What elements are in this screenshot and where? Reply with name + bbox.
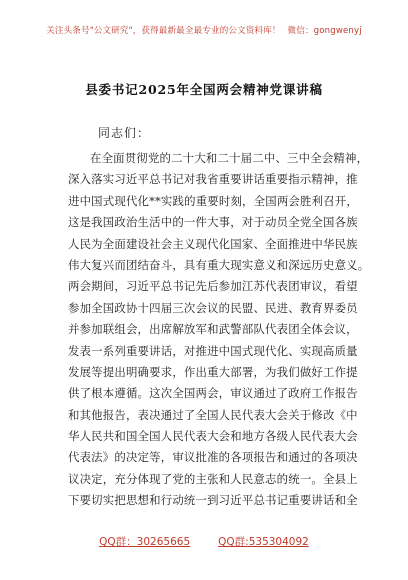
qq-group-link[interactable]: QQ群:535304092 — [218, 536, 309, 548]
body-line: 并参加联组会，出席解放军和武警部队代表团全体会议， — [68, 322, 358, 337]
body-line: 议决定，充分体现了党的主张和人民意志的统一。全县上 — [68, 471, 358, 486]
body-line: 发表一系列重要讲话，对推进中国式现代化、实现高质量 — [68, 343, 358, 358]
body-line: 深入落实习近平总书记对我省重要讲话重要指示精神，推 — [68, 172, 358, 187]
body-line: 两会期间，习近平总书记先后参加江苏代表团审议，看望 — [68, 279, 358, 294]
qq-group-link[interactable]: QQ群：30265665 — [99, 536, 191, 548]
body-line: 发展等提出明确要求，作出重大部署，为我们做好工作提 — [68, 364, 358, 379]
body-line: 下要切实把思想和行动统一到习近平总书记重要讲话和全 — [68, 493, 358, 508]
body-line: 供了根本遵循。这次全国两会，审议通过了政府工作报告 — [68, 386, 358, 401]
body-line: 参加全国政协十四届三次会议的民盟、民进、教育界委员 — [68, 300, 358, 315]
document-title: 县委书记2025年全国两会精神党课讲稿 — [85, 82, 323, 97]
body-line: 进中国式现代化**实践的重要时刻，全国两会胜利召开， — [68, 193, 358, 208]
body-line: 这是我国政治生活中的一件大事，对于动员全党全国各族 — [68, 215, 358, 230]
body-line: 伟大复兴而团结奋斗，具有重大现实意义和深远历史意义。 — [68, 257, 370, 272]
body-line: 代表法》的决定等，审议批准的各项报告和通过的各项决 — [68, 450, 358, 465]
salutation: 同志们： — [98, 126, 151, 140]
body-line: 和其他报告，表决通过了全国人民代表大会关于修改《中 — [68, 407, 358, 422]
body-line: 在全面贯彻党的二十大和二十届二中、三中全会精神， — [90, 151, 369, 165]
footer — [0, 534, 408, 549]
header-wechat: 微信：gongwenyj — [287, 26, 362, 36]
body-text — [68, 148, 370, 512]
header-notice: 关注头条号"公文研究"，获得最新最全最专业的公文资料库！ — [46, 26, 281, 36]
header-banner — [0, 24, 408, 36]
body-line: 人民为全面建设社会主义现代化国家、全面推进中华民族 — [68, 236, 358, 251]
body-line: 华人民共和国全国人民代表大会和地方各级人民代表大会 — [68, 429, 358, 444]
